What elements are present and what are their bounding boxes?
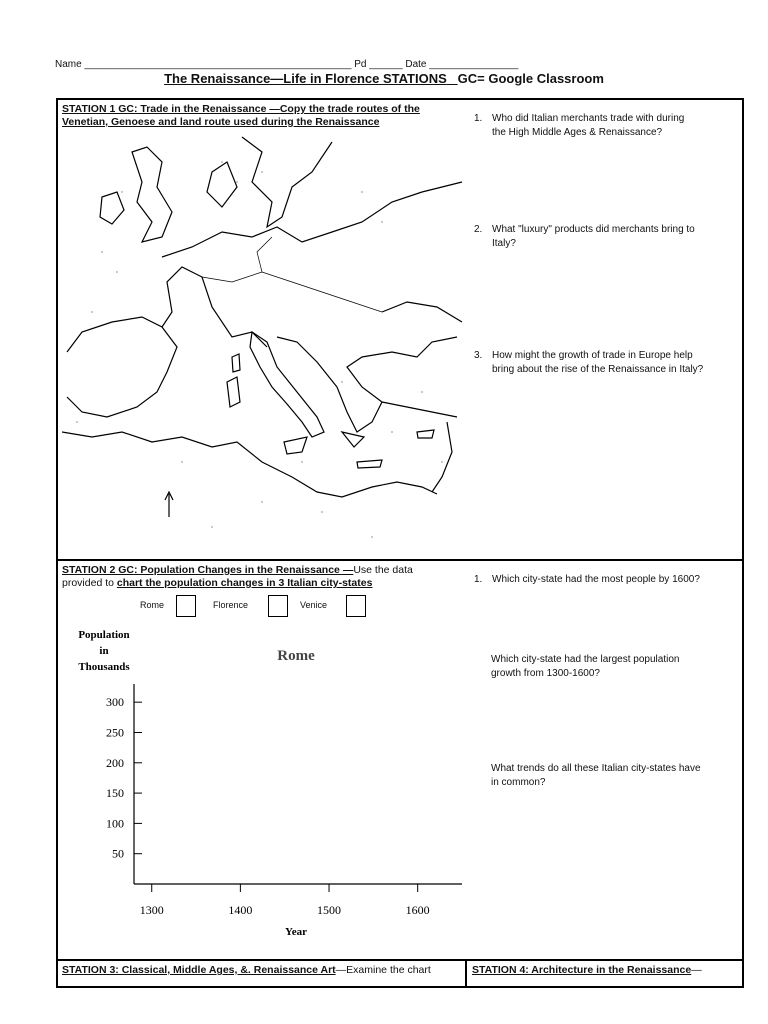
divider-station4 bbox=[465, 959, 467, 988]
map-stipple bbox=[76, 161, 443, 538]
station1-heading bbox=[62, 103, 420, 129]
station4-heading bbox=[472, 964, 702, 977]
title-main: The Renaissance—Life in Florence STATIONS bbox=[164, 71, 447, 86]
station2-heading bbox=[62, 564, 413, 590]
station2-question-1: 1. Which city-state had the most people by 1600? bbox=[474, 574, 700, 585]
chart-x-axis bbox=[140, 884, 430, 917]
north-arrow bbox=[165, 492, 173, 517]
y-tick-label: 100 bbox=[106, 816, 124, 831]
chart-ylabel-line1: Population bbox=[78, 629, 130, 641]
station1-question-3: 3. How might the growth of trade in Europe help bring about the rise of the Renaissance in Italy? bbox=[474, 350, 704, 375]
station1-heading-line1: STATION 1 GC: Trade in the Renaissance —Copy the trade routes of the bbox=[62, 103, 420, 115]
page-title bbox=[0, 71, 768, 86]
population-chart bbox=[62, 622, 466, 940]
city-color-box-rome[interactable] bbox=[176, 595, 196, 617]
city-label-venice: Venice bbox=[300, 600, 328, 610]
station1-heading-line2: Venetian, Genoese and land route used during the Renaissance bbox=[62, 116, 380, 128]
station3-heading-bold: STATION 3: Classical, Middle Ages, &. Renaissance Art bbox=[62, 964, 336, 976]
x-tick-label: 1600 bbox=[405, 903, 430, 917]
x-tick-label: 1400 bbox=[228, 903, 253, 917]
title-gap bbox=[447, 71, 458, 86]
station2-question-2: Which city-state had the largest population growth from 1300-1600? bbox=[491, 654, 680, 679]
chart-xlabel: Year bbox=[285, 926, 307, 938]
station3-heading bbox=[62, 964, 431, 977]
chart-title: Rome bbox=[277, 648, 315, 664]
mediterranean-outline-map bbox=[62, 132, 465, 550]
chart-ylabel-line3: Thousands bbox=[78, 661, 130, 673]
title-gc: GC= Google Classroom bbox=[457, 71, 604, 86]
station4-heading-rest: — bbox=[691, 964, 702, 976]
station2-heading-line2-plain: provided to bbox=[62, 577, 117, 589]
chart-ylabel-line2: in bbox=[99, 645, 109, 657]
station2-heading-line2-bold: chart the population changes in 3 Italian city-states bbox=[116, 577, 373, 589]
pd-blank[interactable]: ______ bbox=[369, 59, 403, 70]
pd-label: Pd bbox=[354, 59, 367, 70]
station3-heading-rest: —Examine the chart bbox=[335, 964, 431, 976]
y-tick-label: 200 bbox=[106, 755, 124, 770]
station1-question-2: 2. What "luxury" products did merchants bring to Italy? bbox=[474, 224, 695, 249]
date-blank[interactable]: ________________ bbox=[429, 59, 519, 70]
y-tick-label: 250 bbox=[106, 725, 124, 740]
header-line bbox=[55, 59, 518, 70]
x-tick-label: 1300 bbox=[139, 903, 164, 917]
chart-y-axis bbox=[106, 695, 142, 861]
station4-heading-bold: STATION 4: Architecture in the Renaissance bbox=[472, 964, 692, 976]
station2-heading-rest: Use the data bbox=[353, 564, 413, 576]
station1-question-1: 1. Who did Italian merchants trade with during the High Middle Ages & Renaissance? bbox=[474, 113, 685, 138]
name-label: Name bbox=[55, 59, 82, 70]
divider-station3 bbox=[56, 959, 744, 961]
x-tick-label: 1500 bbox=[317, 903, 342, 917]
city-label-florence: Florence bbox=[213, 600, 249, 610]
y-tick-label: 50 bbox=[112, 846, 124, 861]
station2-question-3: What trends do all these Italian city-states have in common? bbox=[491, 763, 701, 788]
y-tick-label: 150 bbox=[106, 786, 124, 801]
city-color-box-florence[interactable] bbox=[268, 595, 288, 617]
y-tick-label: 300 bbox=[106, 695, 124, 710]
name-blank[interactable]: ________________________________________________ bbox=[84, 59, 352, 70]
station2-heading-bold: STATION 2 GC: Population Changes in the Renaissance — bbox=[62, 564, 354, 576]
divider-station2 bbox=[56, 559, 744, 561]
city-color-box-venice[interactable] bbox=[346, 595, 366, 617]
city-label-rome: Rome bbox=[140, 600, 165, 610]
date-label: Date bbox=[405, 59, 427, 70]
